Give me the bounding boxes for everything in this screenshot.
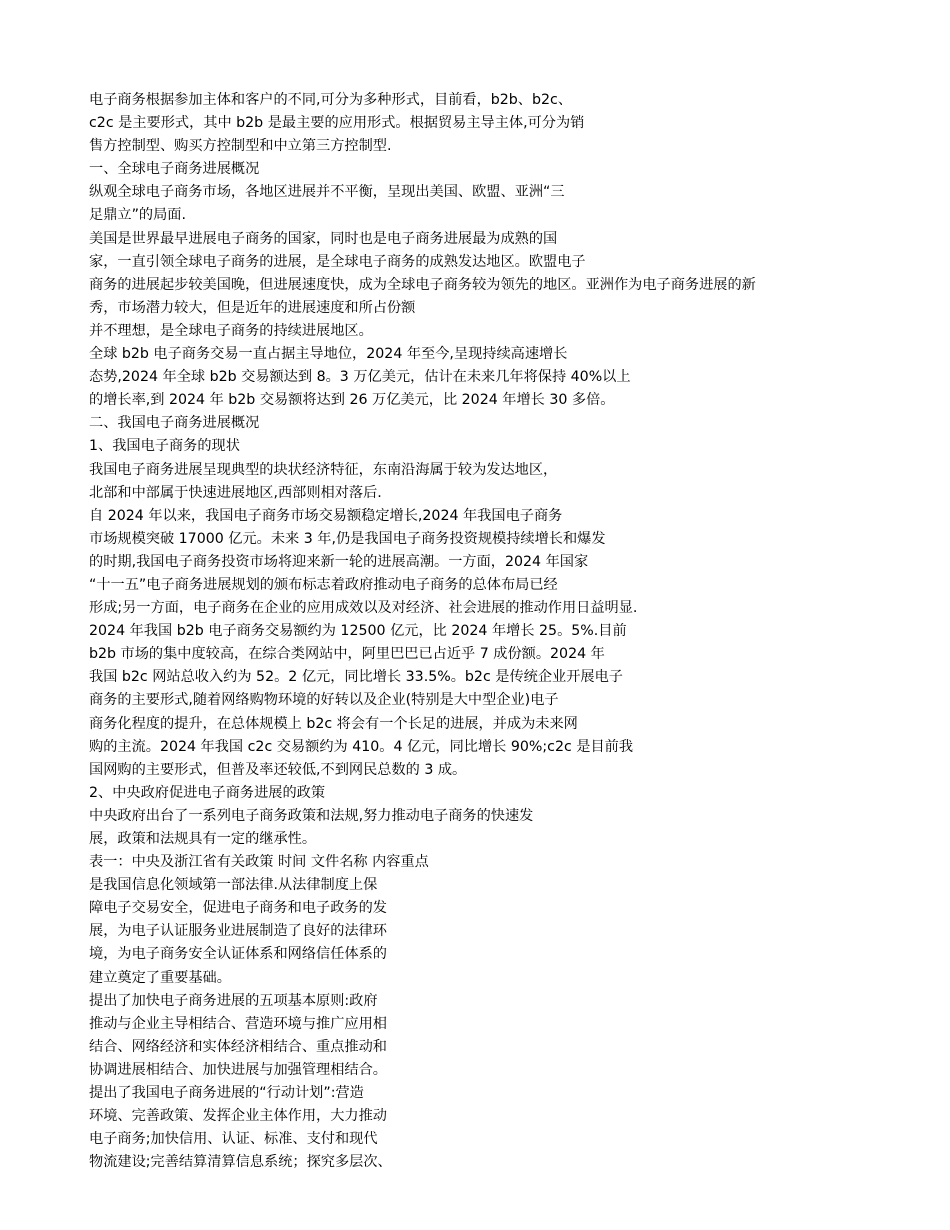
- text-line: 足鼎立”的局面.: [89, 207, 186, 224]
- text-line: c2c 是主要形式，其中 b2b 是最主要的应用形式。根据贸易主导主体,可分为销: [89, 115, 585, 132]
- text-line: 商务的主要形式,随着网络购物环境的好转以及企业(特别是大中型企业)电子: [89, 692, 559, 709]
- text-line: 秀，市场潜力较大，但是近年的进展速度和所占份额: [89, 299, 416, 316]
- text-line: 障电子交易安全，促进电子商务和电子政务的发: [89, 900, 387, 917]
- text-line: 展，政策和法规具有一定的继承性。: [89, 831, 317, 847]
- text-line: 一、全球电子商务进展概况: [89, 161, 260, 178]
- text-line: 环境、完善政策、发挥企业主体作用，大力推动: [89, 1108, 387, 1125]
- text-line: 推动与企业主导相结合、营造环境与推广应用相: [89, 1015, 387, 1032]
- document-body: [89, 89, 889, 1174]
- text-line: 协调进展相结合、加快进展与加强管理相结合。: [89, 1061, 387, 1078]
- text-line: 纵观全球电子商务市场，各地区进展并不平衡，呈现出美国、欧盟、亚洲“三: [89, 184, 565, 201]
- text-line: 北部和中部属于快速进展地区,西部则相对落后.: [89, 484, 382, 501]
- text-line: 家，一直引领全球电子商务的进展，是全球电子商务的成熟发达地区。欧盟电子: [89, 253, 586, 270]
- text-line: 自 2024 年以来，我国电子商务市场交易额稳定增长,2024 年我国电子商务: [89, 507, 563, 524]
- text-line: 是我国信息化领域第一部法律.从法律制度上保: [89, 877, 378, 894]
- text-line: 我国电子商务进展呈现典型的块状经济特征，东南沿海属于较为发达地区，: [89, 461, 558, 478]
- text-line: b2b 市场的集中度较高，在综合类网站中，阿里巴巴已占近乎 7 成份额。2024 年: [89, 646, 605, 663]
- text-line: 的时期,我国电子商务投资市场将迎来新一轮的进展高潮。一方面，2024 年国家: [89, 553, 589, 570]
- text-line: 国网购的主要形式，但普及率还较低,不到网民总数的 3 成。: [89, 761, 467, 778]
- text-line: 市场规模突破 17000 亿元。未来 3 年,仍是我国电子商务投资规模持续增长和爆发: [89, 530, 606, 547]
- text-line: “十一五”电子商务进展规划的颁布标志着政府推动电子商务的总体布局已经: [89, 576, 558, 593]
- text-line: 电子商务根据参加主体和客户的不同,可分为多种形式，目前看，b2b、b2c、: [89, 92, 573, 108]
- text-line: 购的主流。2024 年我国 c2c 交易额约为 410。4 亿元，同比增长 90%;c2c 是目前我: [89, 738, 634, 755]
- text-line: 态势,2024 年全球 b2b 交易额达到 8。3 万亿美元，估计在未来几年将保持 40%以上: [89, 369, 631, 386]
- text-line: 2、中央政府促进电子商务进展的政策: [89, 784, 326, 801]
- text-line: 表一：中央及浙江省有关政策 时间 文件名称 内容重点: [89, 854, 429, 871]
- text-line: 建立奠定了重要基础。: [89, 969, 231, 986]
- text-line: 商务化程度的提升，在总体规模上 b2c 将会有一个长足的进展，并成为未来网: [89, 715, 578, 732]
- text-line: 商务的进展起步较美国晚，但进展速度快，成为全球电子商务较为领先的地区。亚洲作为电子商务进展的新: [89, 276, 756, 293]
- text-line: 展，为电子认证服务业进展制造了良好的法律环: [89, 923, 387, 940]
- text-line: 1、我国电子商务的现状: [89, 438, 240, 455]
- text-line: 物流建设;完善结算清算信息系统；探究多层次、: [89, 1154, 392, 1171]
- text-line: 我国 b2c 网站总收入约为 52。2 亿元，同比增长 33.5%。b2c 是传统企业开展电子: [89, 669, 623, 686]
- text-line: 提出了我国电子商务进展的“行动计划”:营造: [89, 1085, 364, 1102]
- text-line: 提出了加快电子商务进展的五项基本原则:政府: [89, 992, 378, 1009]
- text-line: 的增长率,到 2024 年 b2b 交易额将达到 26 万亿美元，比 2024 年增长 30 多倍。: [89, 392, 615, 409]
- text-line: 电子商务;加快信用、认证、标准、支付和现代: [89, 1131, 378, 1148]
- text-line: 全球 b2b 电子商务交易一直占据主导地位，2024 年至今,呈现持续高速增长: [89, 346, 568, 363]
- text-line: 售方控制型、购买方控制型和中立第三方控制型.: [89, 138, 392, 155]
- text-line: 形成;另一方面，电子商务在企业的应用成效以及对经济、社会进展的推动作用日益明显.: [89, 600, 638, 617]
- text-line: 中央政府出台了一系列电子商务政策和法规,努力推动电子商务的快速发: [89, 807, 534, 824]
- text-line: 境，为电子商务安全认证体系和网络信任体系的: [89, 946, 387, 963]
- text-line: 美国是世界最早进展电子商务的国家，同时也是电子商务进展最为成熟的国: [89, 230, 558, 247]
- text-line: 结合、网络经济和实体经济相结合、重点推动和: [89, 1038, 387, 1055]
- text-line: 2024 年我国 b2b 电子商务交易额约为 12500 亿元，比 2024 年增长 25。5%.目前: [89, 623, 627, 640]
- text-line: 并不理想，是全球电子商务的持续进展地区。: [89, 322, 373, 339]
- text-line: 二、我国电子商务进展概况: [89, 415, 260, 432]
